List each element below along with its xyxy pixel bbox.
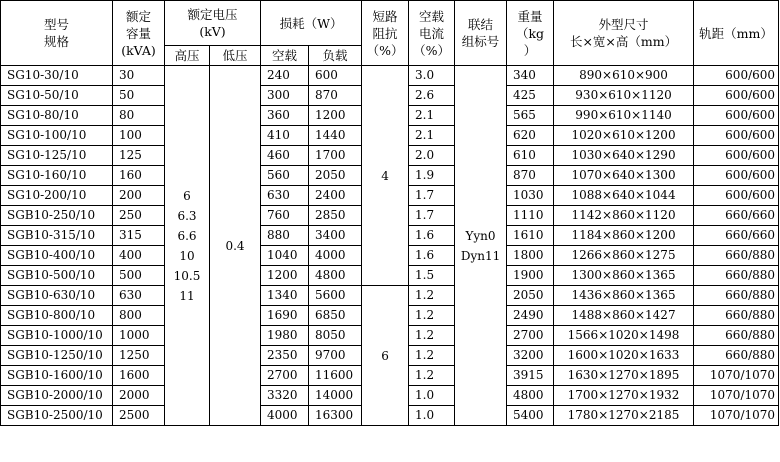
header-dimensions: 外型尺寸 长×宽×高（mm）: [554, 1, 694, 66]
header-voltage: 额定电压 (kV): [165, 1, 261, 46]
weight-cell: 1110: [507, 206, 554, 226]
load-loss-cell: 1440: [309, 126, 362, 146]
noload-loss-cell: 1040: [261, 246, 309, 266]
weight-cell: 1900: [507, 266, 554, 286]
model-cell: SGB10-1000/10: [1, 326, 113, 346]
impedance-cell: 4: [362, 66, 409, 286]
model-cell: SG10-160/10: [1, 166, 113, 186]
dimensions-cell: 1780×1270×2185: [554, 406, 694, 426]
capacity-cell: 2000: [113, 386, 165, 406]
load-loss-cell: 1200: [309, 106, 362, 126]
dimensions-cell: 1630×1270×1895: [554, 366, 694, 386]
noload-current-cell: 1.2: [409, 326, 455, 346]
gauge-cell: 660/880: [694, 286, 779, 306]
gauge-cell: 1070/1070: [694, 386, 779, 406]
capacity-cell: 50: [113, 86, 165, 106]
weight-cell: 1030: [507, 186, 554, 206]
table-row: [1, 286, 779, 306]
table-body: [1, 66, 779, 426]
model-cell: SGB10-315/10: [1, 226, 113, 246]
header-hv: 高压: [165, 46, 210, 66]
model-cell: SGB10-400/10: [1, 246, 113, 266]
gauge-cell: 1070/1070: [694, 366, 779, 386]
gauge-cell: 1070/1070: [694, 406, 779, 426]
noload-current-cell: 1.0: [409, 406, 455, 426]
weight-cell: 3200: [507, 346, 554, 366]
weight-cell: 620: [507, 126, 554, 146]
noload-loss-cell: 410: [261, 126, 309, 146]
noload-loss-cell: 360: [261, 106, 309, 126]
noload-loss-cell: 1340: [261, 286, 309, 306]
header-impedance: 短路 阻抗 （%）: [362, 1, 409, 66]
gauge-cell: 660/880: [694, 326, 779, 346]
noload-current-cell: 1.2: [409, 346, 455, 366]
hv-voltage-cell: [165, 66, 210, 426]
weight-cell: 1800: [507, 246, 554, 266]
load-loss-cell: 3400: [309, 226, 362, 246]
capacity-cell: 200: [113, 186, 165, 206]
dimensions-cell: 1300×860×1365: [554, 266, 694, 286]
load-loss-cell: 2400: [309, 186, 362, 206]
dimensions-cell: 890×610×900: [554, 66, 694, 86]
hv-value: 6.6: [177, 228, 197, 243]
noload-loss-cell: 1200: [261, 266, 309, 286]
dimensions-cell: 1488×860×1427: [554, 306, 694, 326]
dimensions-cell: 1088×640×1044: [554, 186, 694, 206]
capacity-cell: 160: [113, 166, 165, 186]
vector-group-cell: [455, 66, 507, 426]
gauge-cell: 600/600: [694, 166, 779, 186]
capacity-cell: 2500: [113, 406, 165, 426]
gauge-cell: 660/880: [694, 346, 779, 366]
load-loss-cell: 9700: [309, 346, 362, 366]
load-loss-cell: 2050: [309, 166, 362, 186]
header-capacity: 额定 容量 (kVA): [113, 1, 165, 66]
dimensions-cell: 1566×1020×1498: [554, 326, 694, 346]
dimensions-cell: 1070×640×1300: [554, 166, 694, 186]
load-loss-cell: 14000: [309, 386, 362, 406]
noload-current-cell: 1.9: [409, 166, 455, 186]
model-cell: SG10-30/10: [1, 66, 113, 86]
model-cell: SGB10-2000/10: [1, 386, 113, 406]
noload-loss-cell: 630: [261, 186, 309, 206]
noload-current-cell: 2.6: [409, 86, 455, 106]
noload-loss-cell: 880: [261, 226, 309, 246]
hv-value: 11: [179, 288, 195, 303]
gauge-cell: 660/880: [694, 306, 779, 326]
capacity-cell: 80: [113, 106, 165, 126]
noload-current-cell: 1.0: [409, 386, 455, 406]
model-cell: SGB10-800/10: [1, 306, 113, 326]
header-current: 空载 电流 （%）: [409, 1, 455, 66]
weight-cell: 2700: [507, 326, 554, 346]
dimensions-cell: 1600×1020×1633: [554, 346, 694, 366]
load-loss-cell: 8050: [309, 326, 362, 346]
capacity-cell: 125: [113, 146, 165, 166]
table-row: [1, 66, 779, 86]
gauge-cell: 600/600: [694, 146, 779, 166]
lv-voltage-cell: 0.4: [210, 66, 261, 426]
noload-loss-cell: 300: [261, 86, 309, 106]
noload-current-cell: 2.1: [409, 106, 455, 126]
weight-cell: 870: [507, 166, 554, 186]
noload-loss-cell: 3320: [261, 386, 309, 406]
model-cell: SGB10-1250/10: [1, 346, 113, 366]
noload-current-cell: 1.2: [409, 286, 455, 306]
vector-group-value: Yyn0: [465, 228, 496, 243]
header-loss: 损耗（W）: [261, 1, 362, 46]
header-lv: 低压: [210, 46, 261, 66]
load-loss-cell: 2850: [309, 206, 362, 226]
dimensions-cell: 1020×610×1200: [554, 126, 694, 146]
capacity-cell: 30: [113, 66, 165, 86]
capacity-cell: 1600: [113, 366, 165, 386]
load-loss-cell: 6850: [309, 306, 362, 326]
noload-loss-cell: 2350: [261, 346, 309, 366]
header-model: 型号 规格: [1, 1, 113, 66]
load-loss-cell: 600: [309, 66, 362, 86]
gauge-cell: 660/660: [694, 226, 779, 246]
model-cell: SGB10-250/10: [1, 206, 113, 226]
model-cell: SG10-200/10: [1, 186, 113, 206]
capacity-cell: 800: [113, 306, 165, 326]
hv-value: 6: [183, 188, 191, 203]
header-vector-group: 联结 组标号: [455, 1, 507, 66]
gauge-cell: 600/600: [694, 186, 779, 206]
dimensions-cell: 1030×640×1290: [554, 146, 694, 166]
load-loss-cell: 870: [309, 86, 362, 106]
model-cell: SG10-100/10: [1, 126, 113, 146]
noload-current-cell: 1.5: [409, 266, 455, 286]
vector-group-value: Dyn11: [460, 248, 501, 263]
noload-current-cell: 2.1: [409, 126, 455, 146]
gauge-cell: 600/600: [694, 86, 779, 106]
noload-current-cell: 1.7: [409, 186, 455, 206]
weight-cell: 340: [507, 66, 554, 86]
noload-loss-cell: 1690: [261, 306, 309, 326]
load-loss-cell: 16300: [309, 406, 362, 426]
header-noload-loss: 空载: [261, 46, 309, 66]
weight-cell: 5400: [507, 406, 554, 426]
noload-loss-cell: 460: [261, 146, 309, 166]
dimensions-cell: 1266×860×1275: [554, 246, 694, 266]
noload-loss-cell: 760: [261, 206, 309, 226]
load-loss-cell: 4000: [309, 246, 362, 266]
capacity-cell: 315: [113, 226, 165, 246]
noload-current-cell: 3.0: [409, 66, 455, 86]
weight-cell: 1610: [507, 226, 554, 246]
model-cell: SGB10-630/10: [1, 286, 113, 306]
weight-cell: 3915: [507, 366, 554, 386]
gauge-cell: 600/600: [694, 126, 779, 146]
capacity-cell: 1250: [113, 346, 165, 366]
load-loss-cell: 4800: [309, 266, 362, 286]
header-weight: 重量 （kg ）: [507, 1, 554, 66]
capacity-cell: 100: [113, 126, 165, 146]
model-cell: SG10-80/10: [1, 106, 113, 126]
noload-loss-cell: 1980: [261, 326, 309, 346]
gauge-cell: 660/660: [694, 206, 779, 226]
model-cell: SGB10-1600/10: [1, 366, 113, 386]
capacity-cell: 1000: [113, 326, 165, 346]
noload-loss-cell: 2700: [261, 366, 309, 386]
model-cell: SG10-125/10: [1, 146, 113, 166]
capacity-cell: 400: [113, 246, 165, 266]
hv-value: 10.5: [173, 268, 201, 283]
dimensions-cell: 1142×860×1120: [554, 206, 694, 226]
model-cell: SG10-50/10: [1, 86, 113, 106]
capacity-cell: 250: [113, 206, 165, 226]
load-loss-cell: 5600: [309, 286, 362, 306]
dimensions-cell: 990×610×1140: [554, 106, 694, 126]
gauge-cell: 600/600: [694, 106, 779, 126]
weight-cell: 610: [507, 146, 554, 166]
noload-current-cell: 2.0: [409, 146, 455, 166]
model-cell: SGB10-500/10: [1, 266, 113, 286]
model-cell: SGB10-2500/10: [1, 406, 113, 426]
dimensions-cell: 1436×860×1365: [554, 286, 694, 306]
capacity-cell: 630: [113, 286, 165, 306]
dimensions-cell: 1184×860×1200: [554, 226, 694, 246]
weight-cell: 2050: [507, 286, 554, 306]
noload-current-cell: 1.6: [409, 246, 455, 266]
dimensions-cell: 930×610×1120: [554, 86, 694, 106]
load-loss-cell: 1700: [309, 146, 362, 166]
hv-value: 10: [179, 248, 195, 263]
noload-loss-cell: 560: [261, 166, 309, 186]
weight-cell: 565: [507, 106, 554, 126]
capacity-cell: 500: [113, 266, 165, 286]
hv-value: 6.3: [177, 208, 197, 223]
gauge-cell: 660/880: [694, 246, 779, 266]
weight-cell: 2490: [507, 306, 554, 326]
gauge-cell: 660/880: [694, 266, 779, 286]
dimensions-cell: 1700×1270×1932: [554, 386, 694, 406]
weight-cell: 425: [507, 86, 554, 106]
noload-current-cell: 1.6: [409, 226, 455, 246]
noload-current-cell: 1.7: [409, 206, 455, 226]
load-loss-cell: 11600: [309, 366, 362, 386]
gauge-cell: 600/600: [694, 66, 779, 86]
noload-loss-cell: 4000: [261, 406, 309, 426]
impedance-cell: 6: [362, 286, 409, 426]
noload-current-cell: 1.2: [409, 306, 455, 326]
header-load-loss: 负载: [309, 46, 362, 66]
header-gauge: 轨距（mm）: [694, 1, 779, 66]
noload-current-cell: 1.2: [409, 366, 455, 386]
noload-loss-cell: 240: [261, 66, 309, 86]
weight-cell: 4800: [507, 386, 554, 406]
